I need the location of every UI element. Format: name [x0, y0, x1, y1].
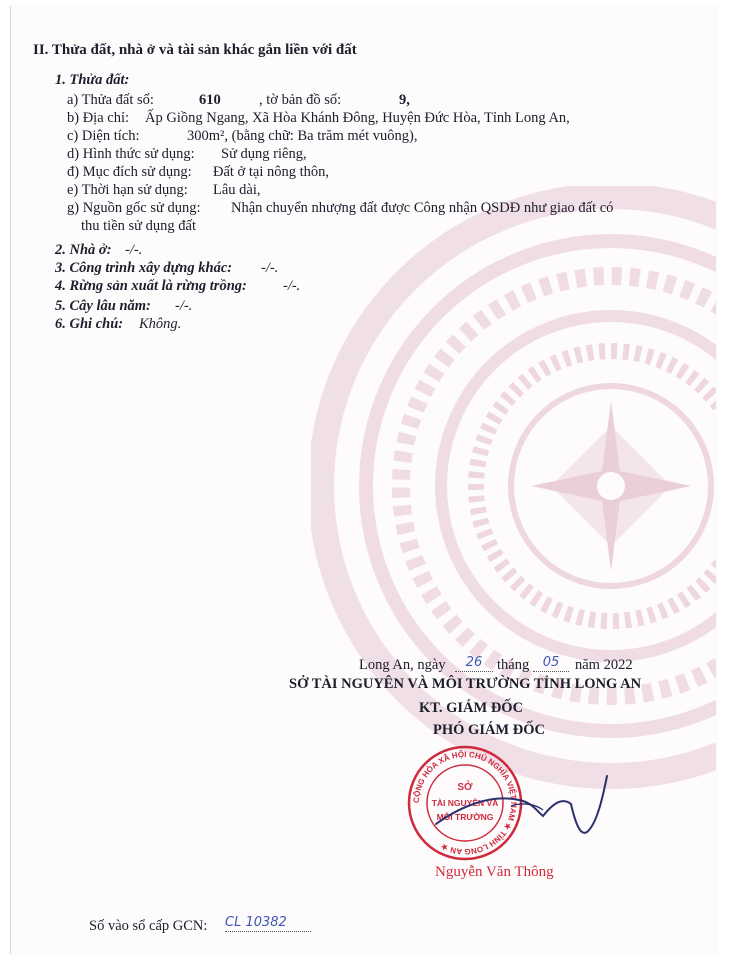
seal-center-line2: TÀI NGUYÊN VÀ [431, 798, 499, 808]
origin-value-line2: thu tiền sử dụng đất [81, 218, 196, 234]
place-date-prefix: Long An, ngày [359, 657, 446, 673]
day-handwritten: 26 [455, 654, 493, 672]
map-sheet-label: , tờ bản đồ số: [259, 92, 342, 108]
usage-form-label: d) Hình thức sử dụng: [67, 146, 195, 162]
map-sheet-value: 9, [399, 92, 410, 108]
usage-term-label: e) Thời hạn sử dụng: [67, 182, 188, 198]
trees-label: 5. Cây lâu năm: [55, 298, 151, 314]
construction-value: -/-. [261, 260, 279, 276]
seal-center-line3: MÔI TRƯỜNG [436, 812, 494, 822]
note-value: Không. [139, 316, 182, 332]
construction-label: 3. Công trình xây dựng khác: [55, 260, 233, 276]
year-text: năm 2022 [575, 657, 633, 673]
registry-label: Số vào sổ cấp GCN: [89, 918, 208, 934]
origin-label: g) Nguồn gốc sử dụng: [67, 200, 201, 216]
handwritten-signature [431, 766, 631, 846]
seal-center-line1: SỞ [457, 782, 473, 793]
month-label: tháng [497, 657, 530, 673]
deputy-director-title: PHÓ GIÁM ĐỐC [433, 722, 545, 738]
usage-purpose-label: đ) Mục đích sử dụng: [67, 164, 192, 180]
section-title: II. Thửa đất, nhà ở và tài sản khác gắn liền với đất [33, 42, 357, 58]
origin-value-line1: Nhận chuyển nhượng đất được Công nhận QSDĐ như giao đất có [231, 200, 614, 216]
land-heading: 1. Thửa đất: [55, 72, 130, 88]
seal-ring-text: CỘNG HÒA XÃ HỘI CHỦ NGHĨA VIỆT NAM ★ TỈNH LONG AN ★ [411, 749, 519, 857]
registry-number-handwritten: CL 10382 [225, 914, 311, 932]
trees-value: -/-. [175, 298, 193, 314]
signer-name: Nguyễn Văn Thông [435, 864, 554, 880]
usage-form-value: Sử dụng riêng, [221, 146, 307, 162]
department-name: SỞ TÀI NGUYÊN VÀ MÔI TRƯỜNG TỈNH LONG AN [289, 676, 642, 692]
forest-value: -/-. [283, 278, 301, 294]
parcel-number-value: 610 [199, 92, 221, 108]
address-label: b) Địa chỉ: [67, 110, 130, 126]
kt-director-title: KT. GIÁM ĐỐC [419, 700, 524, 716]
house-value: -/-. [125, 242, 143, 258]
certificate-page [10, 6, 716, 954]
address-value: Ấp Giồng Ngang, Xã Hòa Khánh Đông, Huyện Đức Hòa, Tỉnh Long An, [145, 110, 570, 126]
note-label: 6. Ghi chú: [55, 316, 124, 332]
parcel-number-label: a) Thửa đất số: [67, 92, 154, 108]
forest-label: 4. Rừng sản xuất là rừng trồng: [55, 278, 247, 294]
area-label: c) Diện tích: [67, 128, 140, 144]
area-value: 300m², (bằng chữ: Ba trăm mét vuông), [187, 128, 418, 144]
month-handwritten: 05 [533, 654, 569, 672]
usage-term-value: Lâu dài, [213, 182, 261, 198]
usage-purpose-value: Đất ở tại nông thôn, [213, 164, 329, 180]
house-label: 2. Nhà ở: [55, 242, 112, 258]
